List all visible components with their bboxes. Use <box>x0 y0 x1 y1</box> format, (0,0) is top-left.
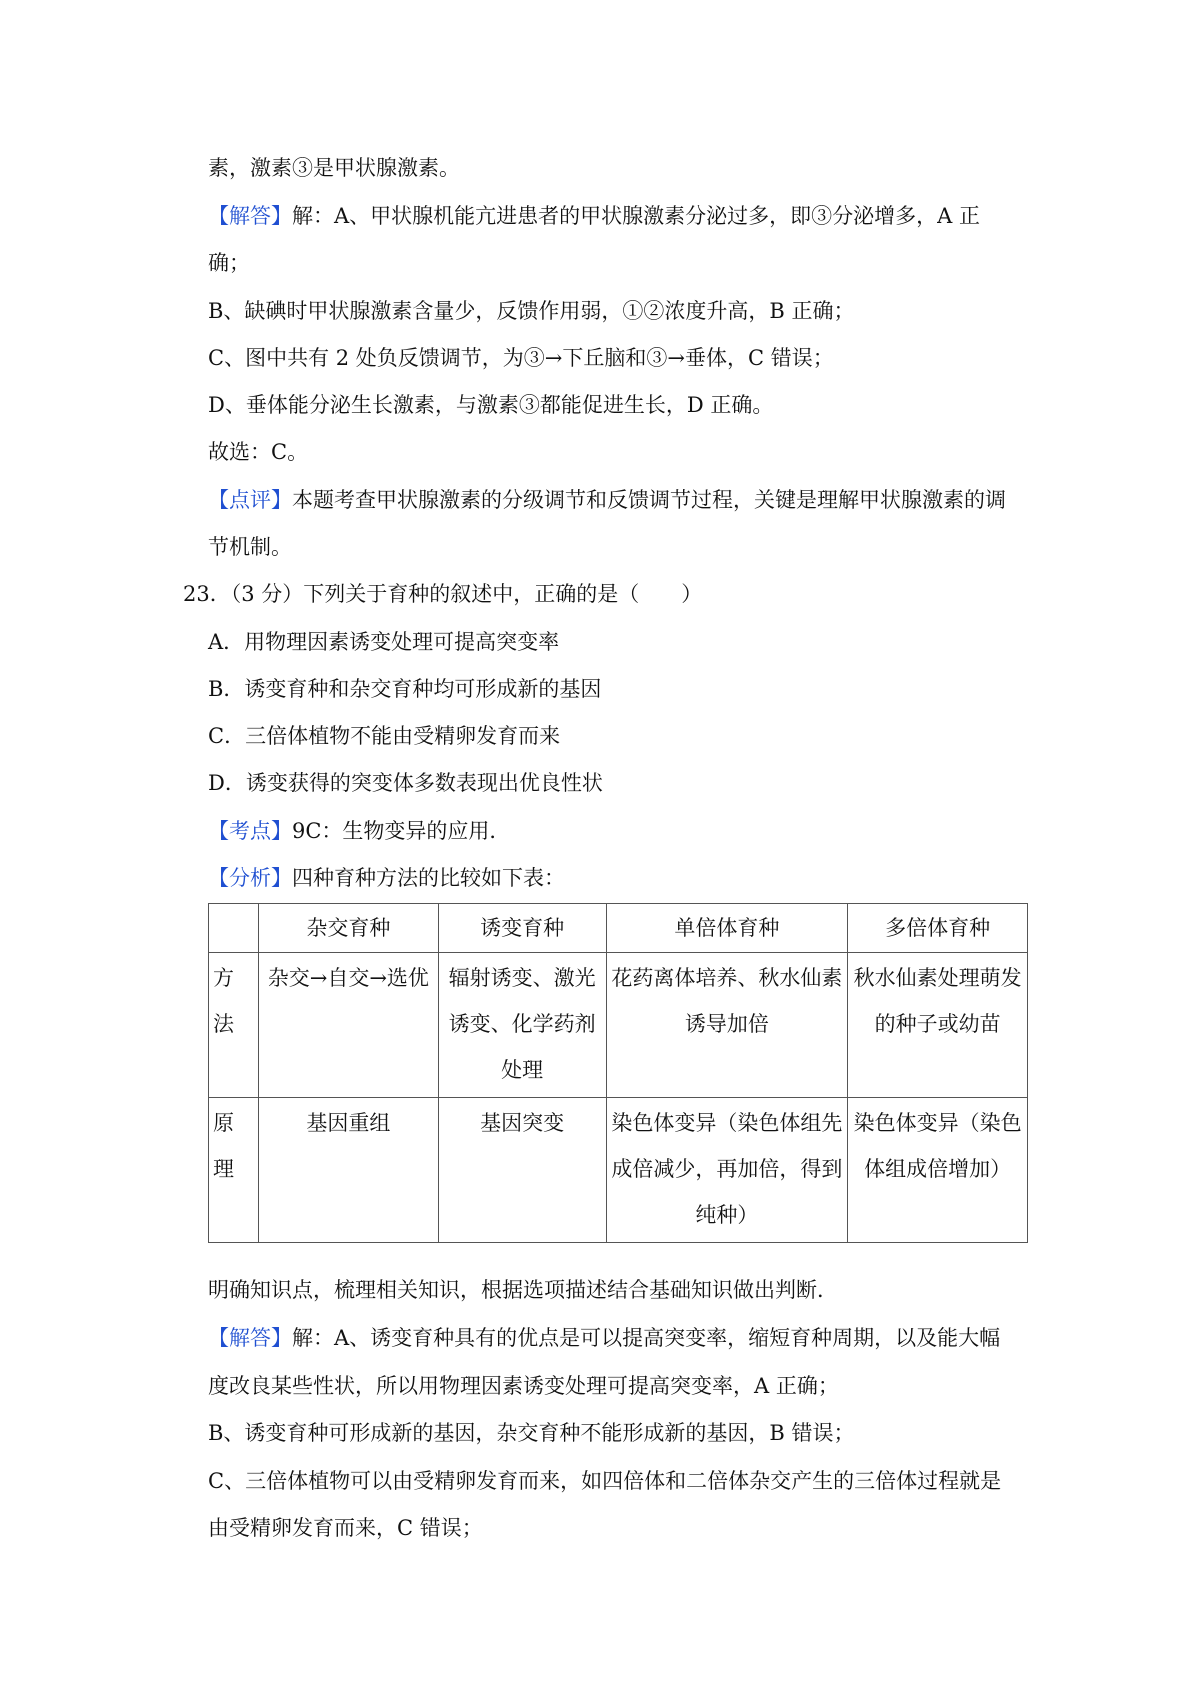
answer-line <box>208 1323 1000 1353</box>
kaodian-tag: 【考点】 <box>208 819 292 843</box>
fenxi-text: 四种育种方法的比较如下表： <box>292 866 565 890</box>
text-line: B、诱变育种可形成新的基因，杂交育种不能形成新的基因，B 错误； <box>208 1421 855 1445</box>
option-c: C．三倍体植物不能由受精卵发育而来 <box>208 724 561 748</box>
table-row <box>209 953 1028 1098</box>
text-line: B、缺碘时甲状腺激素含量少，反馈作用弱，①②浓度升高，B 正确； <box>208 299 855 323</box>
kaodian-text: 9C：生物变异的应用． <box>292 819 511 843</box>
table-cell: 花药离体培养、秋水仙素诱导加倍 <box>606 953 848 1098</box>
question-stem: 23．（3 分）下列关于育种的叙述中，正确的是（ ） <box>183 582 703 606</box>
row-label-method: 方法 <box>209 953 259 1098</box>
table-header-cell: 单倍体育种 <box>606 904 848 953</box>
text-line: 度改良某些性状，所以用物理因素诱变处理可提高突变率，A 正确； <box>208 1374 839 1398</box>
comment-tag: 【点评】 <box>208 488 292 512</box>
comment-line <box>208 485 1006 515</box>
table-row <box>209 1098 1028 1243</box>
comment-text: 本题考查甲状腺激素的分级调节和反馈调节过程，关键是理解甲状腺激素的调 <box>292 488 1006 512</box>
table-cell: 染色体变异（染色体组成倍增加） <box>848 1098 1028 1243</box>
table-cell: 基因重组 <box>258 1098 438 1243</box>
answer-tag: 【解答】 <box>208 204 292 228</box>
table-header-cell: 诱变育种 <box>438 904 606 953</box>
table-cell: 辐射诱变、激光诱变、化学药剂处理 <box>438 953 606 1098</box>
table-header-cell <box>209 904 259 953</box>
text-line: C、图中共有 2 处负反馈调节，为③→下丘脑和③→垂体，C 错误； <box>208 346 834 370</box>
breeding-comparison-table <box>208 903 1028 1243</box>
text-line: 故选：C。 <box>208 440 309 464</box>
row-label-principle: 原理 <box>209 1098 259 1243</box>
fenxi-line <box>208 863 565 893</box>
table-cell: 染色体变异（染色体组先成倍减少，再加倍，得到纯种） <box>606 1098 848 1243</box>
text-line: 确； <box>208 251 250 275</box>
kaodian-line <box>208 816 510 846</box>
option-a: A．用物理因素诱变处理可提高突变率 <box>208 630 560 654</box>
option-d: D．诱变获得的突变体多数表现出优良性状 <box>208 771 603 795</box>
answer-tag: 【解答】 <box>208 1326 292 1350</box>
answer-line <box>208 201 980 231</box>
fenxi-tag: 【分析】 <box>208 866 292 890</box>
table-cell: 杂交→自交→选优 <box>258 953 438 1098</box>
answer-text: 解：A、诱变育种具有的优点是可以提高突变率，缩短育种周期，以及能大幅 <box>292 1326 1001 1350</box>
option-b: B．诱变育种和杂交育种均可形成新的基因 <box>208 677 602 701</box>
text-line: C、三倍体植物可以由受精卵发育而来，如四倍体和二倍体杂交产生的三倍体过程就是 <box>208 1469 1002 1493</box>
text-line: 明确知识点，梳理相关知识，根据选项描述结合基础知识做出判断． <box>208 1278 838 1302</box>
table-cell: 秋水仙素处理萌发的种子或幼苗 <box>848 953 1028 1098</box>
table-cell: 基因突变 <box>438 1098 606 1243</box>
table-header-cell: 多倍体育种 <box>848 904 1028 953</box>
text-line: D、垂体能分泌生长激素，与激素③都能促进生长，D 正确。 <box>208 393 774 417</box>
table-header-row <box>209 904 1028 953</box>
text-line: 素，激素③是甲状腺激素。 <box>208 156 460 180</box>
text-line: 节机制。 <box>208 535 292 559</box>
text-line: 由受精卵发育而来，C 错误； <box>208 1516 483 1540</box>
answer-text: 解：A、甲状腺机能亢进患者的甲状腺激素分泌过多，即③分泌增多，A 正 <box>292 204 981 228</box>
table-header-cell: 杂交育种 <box>258 904 438 953</box>
